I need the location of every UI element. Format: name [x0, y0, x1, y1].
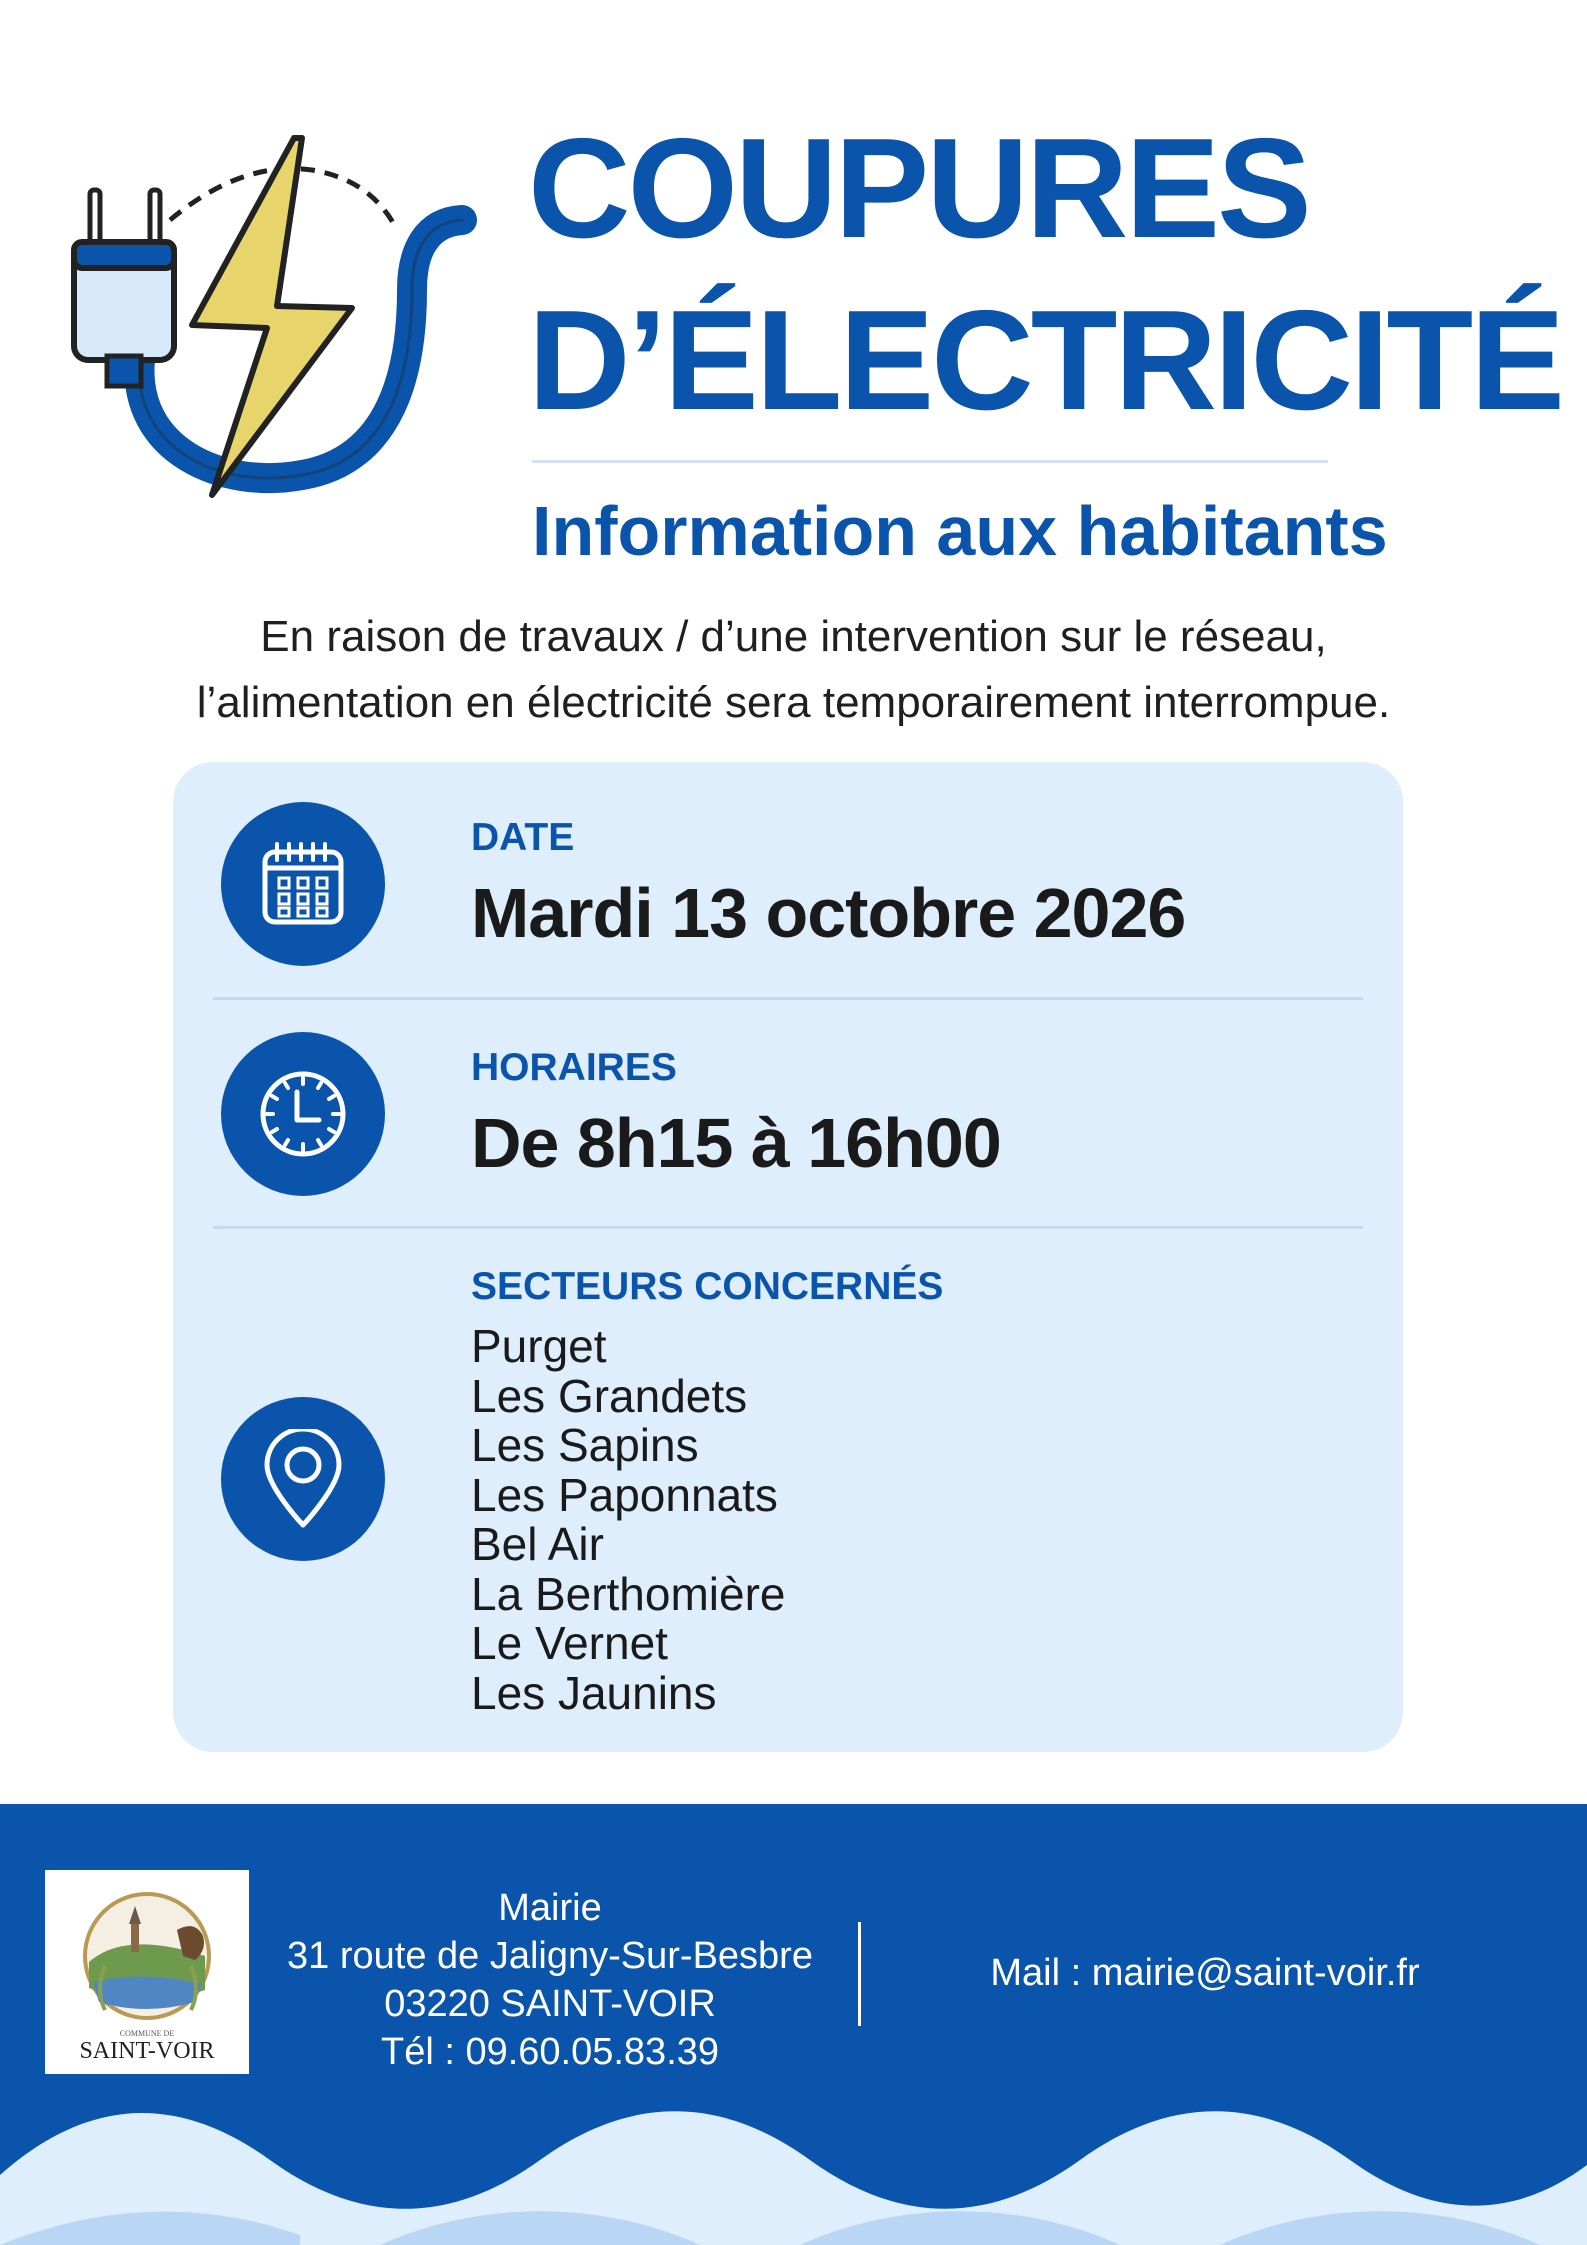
intro-line-1: En raison de travaux / d’une intervention sur le réseau,	[260, 612, 1327, 661]
hours-label: HORAIRES	[471, 1046, 677, 1089]
clock-icon	[257, 1068, 349, 1160]
footer	[0, 1804, 1587, 2245]
commune-emblem	[45, 1870, 249, 2074]
calendar-icon	[257, 838, 349, 930]
title-divider	[532, 460, 1328, 463]
footer-divider	[858, 1922, 861, 2026]
sector-item: Purget	[471, 1320, 607, 1372]
sector-list	[471, 1322, 786, 1718]
hours-value: De 8h15 à 16h00	[471, 1104, 1001, 1182]
sectors-icon-circle	[221, 1397, 385, 1561]
date-value: Mardi 13 octobre 2026	[471, 874, 1186, 952]
subtitle: Information aux habitants	[532, 492, 1388, 570]
mairie-address	[270, 1884, 830, 2076]
intro-line-2: l’alimentation en électricité sera temporairement interrompue.	[196, 678, 1391, 727]
date-icon-circle	[221, 802, 385, 966]
info-card	[173, 762, 1403, 1752]
intro-text	[0, 604, 1587, 736]
address-line: 03220 SAINT-VOIR	[384, 1983, 716, 2025]
mail-contact[interactable]: Mail : mairie@saint-voir.fr	[990, 1952, 1420, 1994]
logo-small-text: COMMUNE DE	[119, 2029, 175, 2038]
address-line: 31 route de Jaligny-Sur-Besbre	[287, 1935, 813, 1977]
wave-decoration	[0, 2105, 1587, 2245]
location-pin-icon	[257, 1429, 349, 1529]
hours-icon-circle	[221, 1032, 385, 1196]
phone-line: Tél : 09.60.05.83.39	[380, 2031, 720, 2073]
plug-lightning-icon	[62, 130, 482, 505]
sector-item: Bel Air	[471, 1518, 604, 1570]
sector-item: Le Vernet	[471, 1617, 668, 1669]
sectors-label: SECTEURS CONCERNÉS	[471, 1265, 944, 1308]
sector-item: Les Grandets	[471, 1369, 748, 1422]
title-line-1: COUPURES	[528, 109, 1309, 268]
address-line: Mairie	[498, 1887, 602, 1929]
row-divider	[213, 997, 1363, 1000]
logo-name: SAINT-VOIR	[79, 2038, 215, 2064]
sector-item: Les Jaunins	[471, 1666, 717, 1719]
row-divider	[213, 1226, 1363, 1229]
saint-voir-logo	[45, 1870, 249, 2074]
title-line-2: D’ÉLECTRICITÉ	[528, 281, 1562, 440]
sector-item: Les Paponnats	[471, 1468, 778, 1521]
sector-item: Les Sapins	[471, 1419, 699, 1471]
sector-item: La Berthomière	[471, 1567, 786, 1620]
date-label: DATE	[471, 816, 575, 859]
